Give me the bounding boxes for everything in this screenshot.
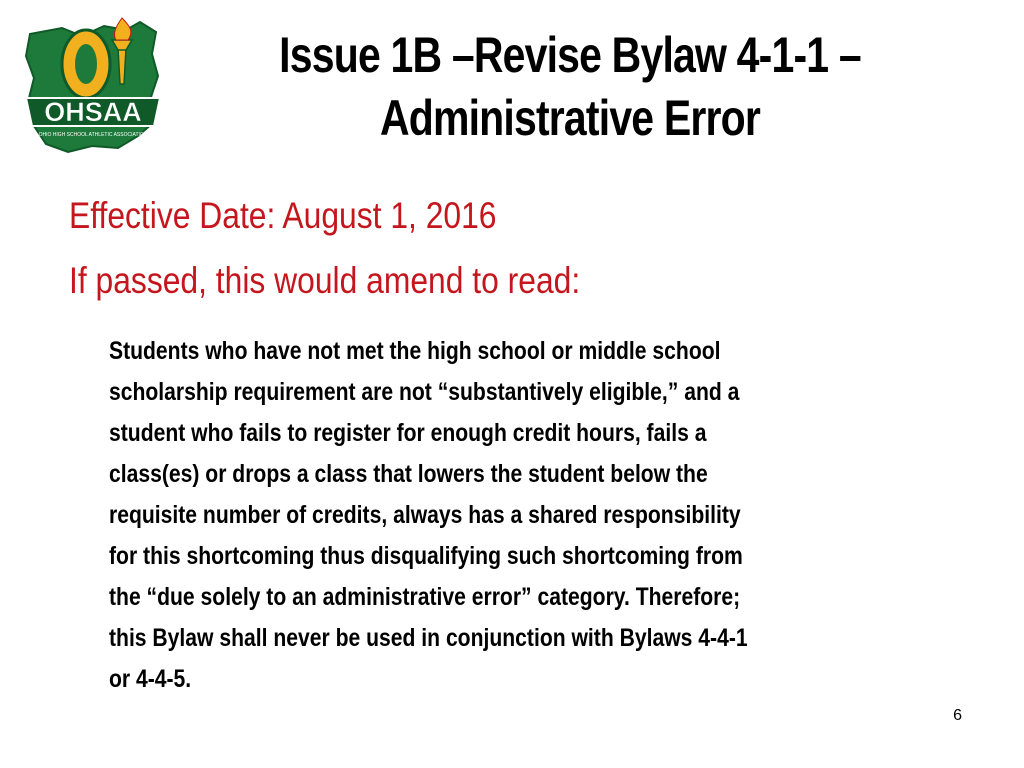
bylaw-text-line: class(es) or drops a class that lowers the student below the [109, 460, 708, 488]
page-number: 6 [953, 707, 962, 724]
bylaw-text-line: the “due solely to an administrative error” category. Therefore; [109, 583, 741, 611]
bylaw-text-line: or 4-4-5. [109, 665, 192, 693]
torch-flame-icon [114, 18, 130, 40]
big-o-inner [75, 44, 97, 84]
ohsaa-logo [22, 14, 164, 156]
effective-date: Effective Date: August 1, 2016 [69, 195, 497, 236]
bylaw-text-line: Students who have not met the high school or middle school [109, 337, 721, 365]
bylaw-text-line: this Bylaw shall never be used in conjunction with Bylaws 4-4-1 [109, 624, 748, 652]
bylaw-text [109, 331, 957, 700]
logo-text: OHSAA [44, 97, 142, 127]
logo-subtext: OHIO HIGH SCHOOL ATHLETIC ASSOCIATION [38, 132, 148, 138]
slide-title [242, 24, 898, 150]
amend-intro: If passed, this would amend to read: [69, 260, 581, 301]
bylaw-text-line: for this shortcoming thus disqualifying such shortcoming from [109, 542, 743, 570]
bylaw-text-line: requisite number of credits, always has a shared responsibility [109, 501, 741, 529]
torch-handle [118, 48, 126, 84]
bylaw-text-line: scholarship requirement are not “substantively eligible,” and a [109, 378, 740, 406]
bylaw-text-line: student who fails to register for enough credit hours, fails a [109, 419, 707, 447]
title-line-2: Administrative Error [379, 90, 761, 146]
title-line-1: Issue 1B –Revise Bylaw 4-1-1 – [279, 27, 861, 83]
